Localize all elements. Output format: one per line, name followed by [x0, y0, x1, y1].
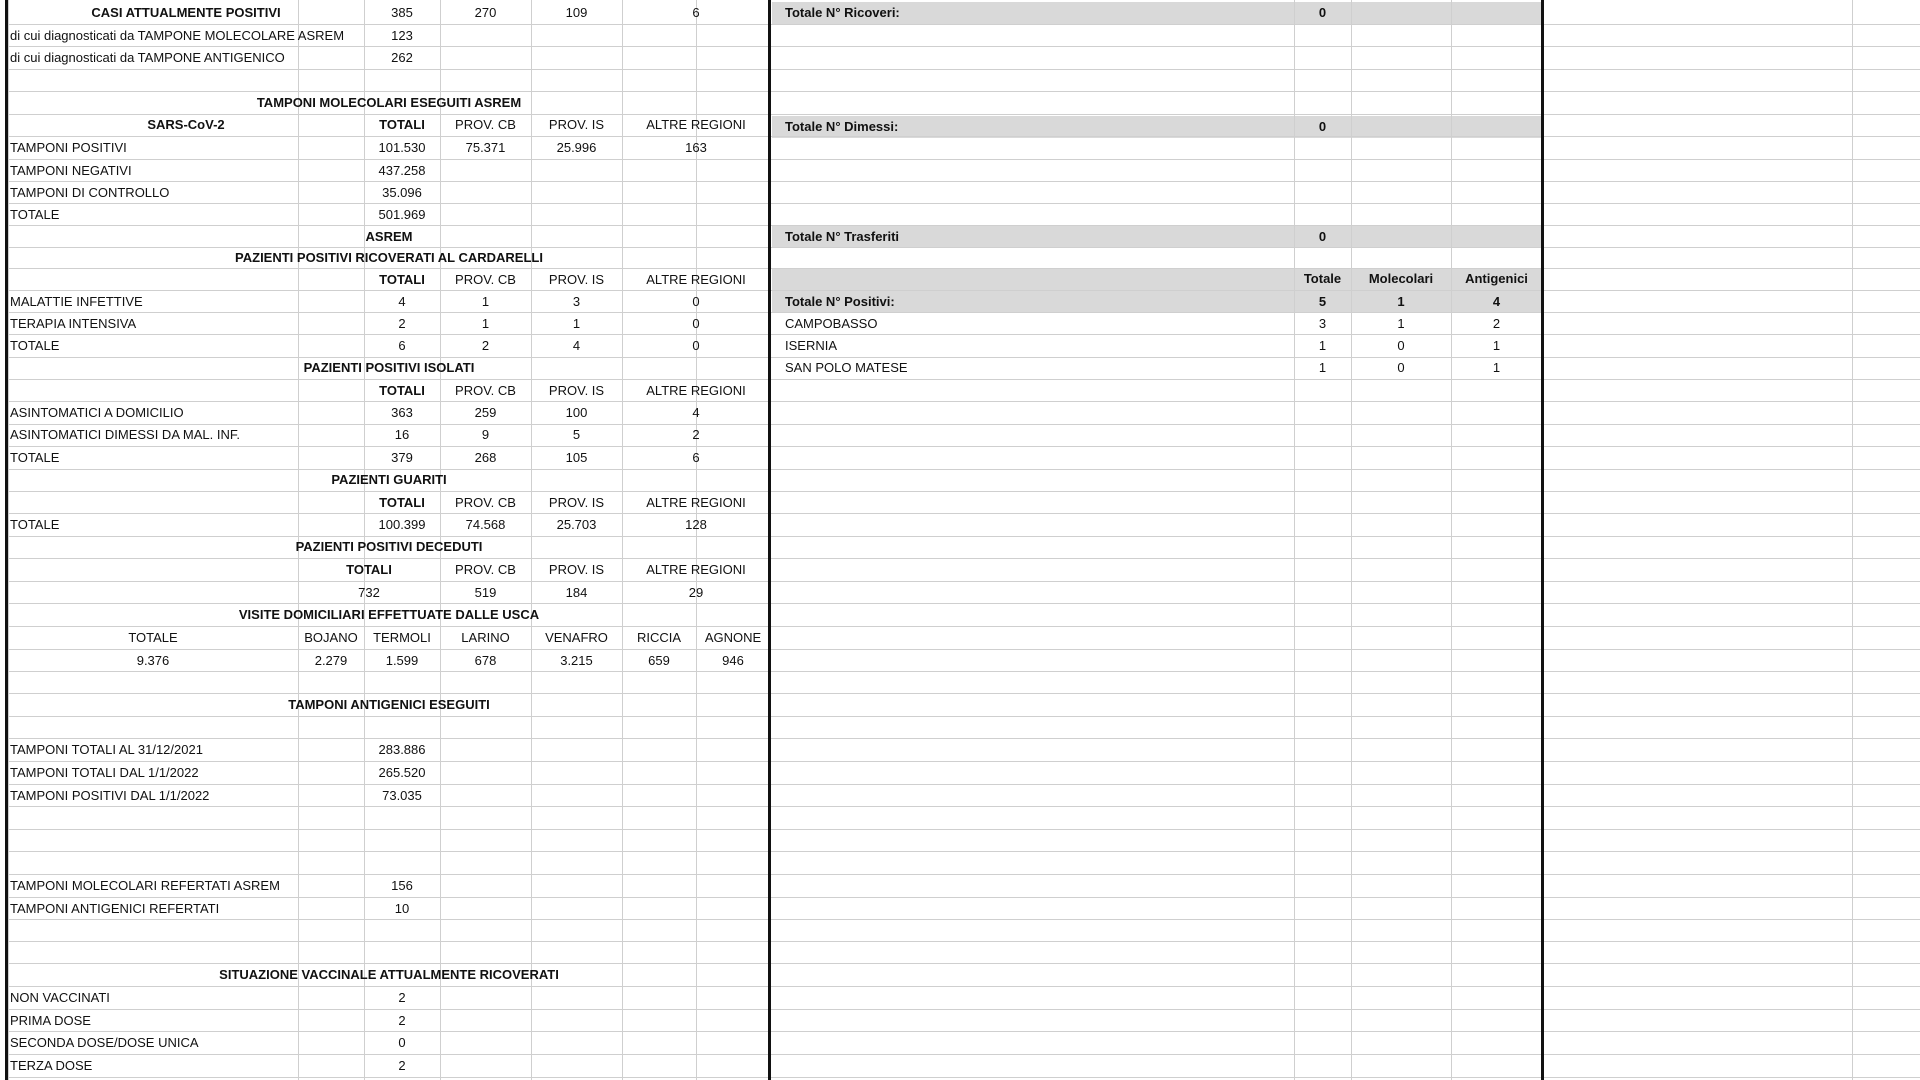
- grid-row-line: [8, 558, 1920, 559]
- gua-h-cb: PROV. CB: [455, 495, 516, 510]
- table-cell: 1: [572, 316, 581, 331]
- table-cell: 1: [1318, 338, 1327, 353]
- table-cell: 2: [398, 1013, 406, 1028]
- trasferiti-value: 0: [1318, 229, 1327, 244]
- table-row-label: ASINTOMATICI A DOMICILIO: [10, 405, 184, 420]
- gua-h-altre: ALTRE REGIONI: [646, 495, 746, 510]
- positivi-label: Totale N° Positivi:: [785, 294, 895, 309]
- table-cell: 35.096: [382, 185, 422, 200]
- table-cell: 6: [692, 450, 700, 465]
- grid-row-line: [8, 941, 1920, 942]
- usca-h-termoli: TERMOLI: [373, 630, 431, 645]
- usca-h-agnone: AGNONE: [704, 630, 762, 645]
- table-cell: 101.530: [378, 140, 426, 155]
- table-cell: 1: [1492, 338, 1501, 353]
- mol-h-altre: ALTRE REGIONI: [646, 117, 746, 132]
- deceduti-title: PAZIENTI POSITIVI DECEDUTI: [295, 539, 483, 554]
- table-cell: 519: [474, 585, 497, 600]
- iso-h-cb: PROV. CB: [455, 383, 516, 398]
- table-cell: 25.703: [556, 517, 597, 532]
- ricoveri-label: Totale N° Ricoveri:: [785, 5, 900, 20]
- grid-row-line: [8, 491, 1920, 492]
- table-cell: 268: [474, 450, 497, 465]
- guariti-title: PAZIENTI GUARITI: [331, 472, 447, 487]
- dec-h-altre: ALTRE REGIONI: [646, 562, 746, 577]
- table-cell: 437.258: [378, 163, 426, 178]
- molecolari-col0: SARS-CoV-2: [147, 117, 225, 132]
- table-row-label: TAMPONI ANTIGENICI REFERTATI: [10, 901, 220, 916]
- ric-h-is: PROV. IS: [548, 272, 605, 287]
- molecolari-title: TAMPONI MOLECOLARI ESEGUITI ASREM: [256, 95, 522, 110]
- comune-name: ISERNIA: [785, 338, 838, 353]
- table-cell: 678: [474, 653, 497, 668]
- table-cell: 0: [1397, 338, 1405, 353]
- casi-mol-value: 123: [391, 28, 413, 43]
- table-cell: 73.035: [382, 788, 422, 803]
- table-cell: 2: [398, 316, 406, 331]
- table-cell: 259: [474, 405, 497, 420]
- table-cell: 946: [722, 653, 744, 668]
- table-row-label: TOTALE: [10, 207, 60, 222]
- dec-h-cb: PROV. CB: [455, 562, 516, 577]
- table-row-label: TERZA DOSE: [10, 1058, 93, 1073]
- table-cell: 659: [648, 653, 670, 668]
- table-cell: 363: [391, 405, 413, 420]
- mol-h-is: PROV. IS: [548, 117, 605, 132]
- table-row-label: TAMPONI DI CONTROLLO: [10, 185, 170, 200]
- iso-h-is: PROV. IS: [548, 383, 605, 398]
- table-cell: 0: [692, 338, 700, 353]
- table-cell: 1: [1397, 316, 1405, 331]
- table-cell: 74.568: [465, 517, 506, 532]
- dec-h-totali: TOTALI: [346, 562, 392, 577]
- table-cell: 2: [692, 427, 700, 442]
- grid-row-line: [8, 581, 1920, 582]
- grid-row-line: [8, 69, 1920, 70]
- comune-name: SAN POLO MATESE: [785, 360, 908, 375]
- dimessi-label: Totale N° Dimessi:: [785, 119, 899, 134]
- table-cell: 163: [685, 140, 707, 155]
- gua-h-is: PROV. IS: [548, 495, 605, 510]
- ricoveri-value: 0: [1318, 5, 1327, 20]
- table-row-label: TERAPIA INTENSIVA: [10, 316, 137, 331]
- grid-row-line: [8, 851, 1920, 852]
- positivi-antigenici: 4: [1492, 294, 1501, 309]
- table-cell: 29: [688, 585, 704, 600]
- casi-label: CASI ATTUALMENTE POSITIVI: [91, 5, 281, 20]
- usca-title: VISITE DOMICILIARI EFFETTUATE DALLE USCA: [238, 607, 540, 622]
- panel-right-border: [1541, 0, 1544, 1080]
- grid-row-line: [8, 379, 1920, 380]
- table-cell: 184: [565, 585, 588, 600]
- table-cell: 265.520: [378, 765, 426, 780]
- gua-h-totali: TOTALI: [379, 495, 425, 510]
- table-row-label: TOTALE: [10, 338, 60, 353]
- casi-altre: 6: [692, 5, 700, 20]
- table-cell: 2: [398, 1058, 406, 1073]
- pos-h-totale: Totale: [1303, 271, 1342, 286]
- pos-h-antigenici: Antigenici: [1465, 271, 1528, 286]
- table-cell: 1: [481, 316, 490, 331]
- table-cell: 9.376: [136, 653, 170, 668]
- table-cell: 0: [398, 1035, 406, 1050]
- ric-h-altre: ALTRE REGIONI: [646, 272, 746, 287]
- table-cell: 1: [481, 294, 490, 309]
- table-cell: 1.599: [385, 653, 419, 668]
- table-row-label: SECONDA DOSE/DOSE UNICA: [10, 1035, 199, 1050]
- table-row-label: TAMPONI MOLECOLARI REFERTATI ASREM: [10, 878, 280, 893]
- casi-cb: 270: [474, 5, 497, 20]
- vaccinale-title: SITUAZIONE VACCINALE ATTUALMENTE RICOVERATI: [219, 967, 559, 982]
- usca-h-riccia: RICCIA: [636, 630, 682, 645]
- mol-h-totali: TOTALI: [379, 117, 425, 132]
- mol-h-cb: PROV. CB: [455, 117, 516, 132]
- table-cell: 0: [692, 316, 700, 331]
- table-cell: 16: [394, 427, 410, 442]
- usca-h-larino: LARINO: [461, 630, 510, 645]
- table-cell: 4: [572, 338, 581, 353]
- table-row-label: TOTALE: [10, 450, 60, 465]
- table-row-label: ASINTOMATICI DIMESSI DA MAL. INF.: [10, 427, 240, 442]
- grid-row-line: [8, 1077, 1920, 1078]
- table-cell: 5: [572, 427, 581, 442]
- casi-totali: 385: [391, 5, 413, 20]
- table-cell: 2.279: [314, 653, 348, 668]
- casi-ant-value: 262: [391, 50, 413, 65]
- positivi-molecolari: 1: [1397, 294, 1405, 309]
- table-cell: 379: [391, 450, 413, 465]
- ric-h-totali: TOTALI: [379, 272, 425, 287]
- table-row-label: TAMPONI TOTALI AL 31/12/2021: [10, 742, 203, 757]
- table-row-label: NON VACCINATI: [10, 990, 110, 1005]
- dimessi-value: 0: [1318, 119, 1327, 134]
- usca-h-venafro: VENAFRO: [545, 630, 608, 645]
- table-row-label: PRIMA DOSE: [10, 1013, 91, 1028]
- dec-h-is: PROV. IS: [548, 562, 605, 577]
- pos-h-molecolari: Molecolari: [1368, 271, 1434, 286]
- asrem-label: ASREM: [365, 229, 413, 244]
- usca-h-totale: TOTALE: [128, 630, 178, 645]
- table-cell: 75.371: [465, 140, 506, 155]
- table-cell: 2: [1492, 316, 1501, 331]
- table-row-label: TAMPONI POSITIVI DAL 1/1/2022: [10, 788, 210, 803]
- usca-h-bojano: BOJANO: [304, 630, 358, 645]
- table-cell: 283.886: [378, 742, 426, 757]
- grid-row-line: [8, 829, 1920, 830]
- table-row-label: TOTALE: [10, 517, 60, 532]
- isolati-title: PAZIENTI POSITIVI ISOLATI: [303, 360, 475, 375]
- table-cell: 2: [481, 338, 490, 353]
- table-cell: 9: [481, 427, 490, 442]
- table-cell: 128: [685, 517, 707, 532]
- table-cell: 3.215: [560, 653, 593, 668]
- iso-h-altre: ALTRE REGIONI: [646, 383, 746, 398]
- table-cell: 25.996: [556, 140, 597, 155]
- table-cell: 100.399: [378, 517, 426, 532]
- table-cell: 501.969: [378, 207, 426, 222]
- table-cell: 3: [1318, 316, 1327, 331]
- table-row-label: TAMPONI NEGATIVI: [10, 163, 132, 178]
- iso-h-totali: TOTALI: [379, 383, 425, 398]
- table-row-label: TAMPONI POSITIVI: [10, 140, 127, 155]
- grid-row-line: [8, 716, 1920, 717]
- table-row-label: MALATTIE INFETTIVE: [10, 294, 143, 309]
- table-cell: 3: [572, 294, 581, 309]
- table-cell: 0: [692, 294, 700, 309]
- trasferiti-label: Totale N° Trasferiti: [785, 229, 900, 244]
- table-cell: 156: [391, 878, 413, 893]
- table-cell: 4: [398, 294, 406, 309]
- table-row-label: TAMPONI TOTALI DAL 1/1/2022: [10, 765, 199, 780]
- casi-ant-label: di cui diagnosticati da TAMPONE ANTIGENICO: [10, 50, 285, 65]
- ric-h-cb: PROV. CB: [455, 272, 516, 287]
- table-cell: 1: [1318, 360, 1327, 375]
- table-cell: 2: [398, 990, 406, 1005]
- antigenici-title: TAMPONI ANTIGENICI ESEGUITI: [288, 697, 490, 712]
- table-cell: 100: [565, 405, 588, 420]
- table-cell: 105: [565, 450, 588, 465]
- table-cell: 10: [394, 901, 410, 916]
- casi-mol-label: di cui diagnosticati da TAMPONE MOLECOLARE ASREM: [10, 28, 345, 43]
- table-cell: 0: [1397, 360, 1405, 375]
- positivi-totale: 5: [1318, 294, 1327, 309]
- table-cell: 1: [1492, 360, 1501, 375]
- table-cell: 6: [398, 338, 406, 353]
- comune-name: CAMPOBASSO: [785, 316, 878, 331]
- casi-is: 109: [565, 5, 588, 20]
- table-cell: 732: [358, 585, 380, 600]
- ricoverati-title: PAZIENTI POSITIVI RICOVERATI AL CARDARELLI: [235, 250, 543, 265]
- table-cell: 4: [692, 405, 700, 420]
